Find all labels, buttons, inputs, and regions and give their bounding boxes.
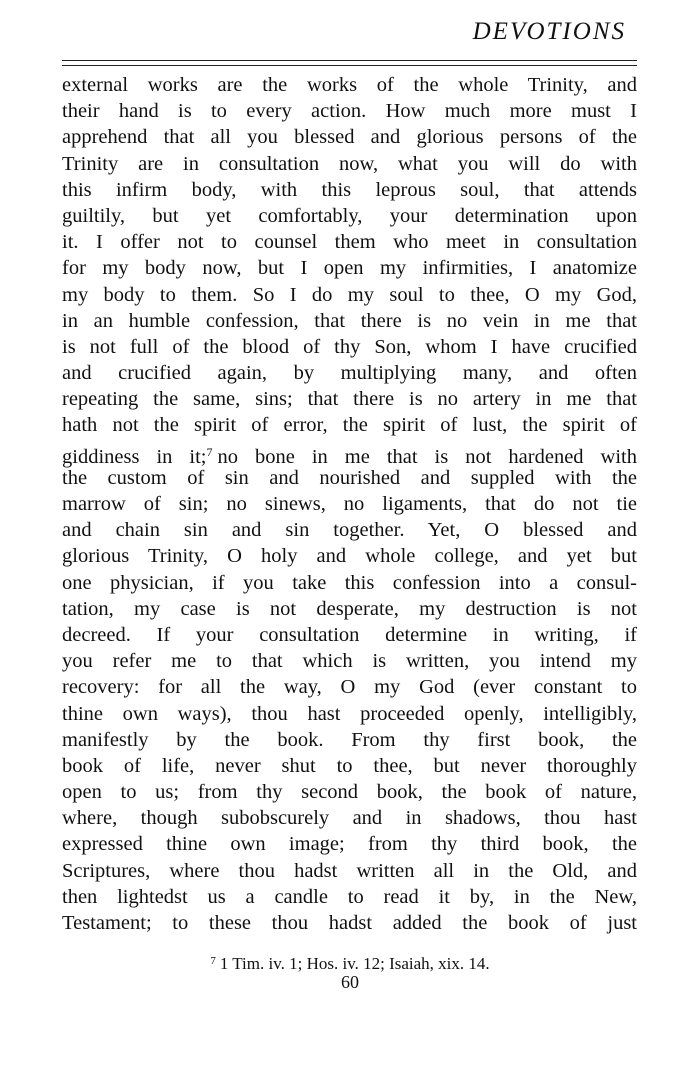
text-line: then lightedst us a candle to read it by, in the New, [62,885,637,908]
text-line: marrow of sin; no sinews, no ligaments, that do not tie [62,493,637,515]
footnote-text: 1 Tim. iv. 1; Hos. iv. 12; Isaiah, xix. 14. [219,954,490,973]
page-number: 60 [341,972,359,992]
text-line: open to us; from thy second book, the book of nature, [62,781,637,804]
text-line: and crucified again, by multiplying many, and often [62,362,637,385]
text-line: for my body now, but I open my infirmities, I anatomize [62,257,637,280]
footnote-reference: 7 [206,444,213,459]
text-segment: giddiness in it; [62,445,207,468]
header-rule-top [62,60,637,61]
text-line: in an humble confession, that there is no vein in me that [62,309,637,332]
text-line: glorious Trinity, O holy and whole college, and yet but [62,545,637,568]
text-line: thine own ways), thou hast proceeded openly, intelligibly, [62,702,637,725]
text-line-with-footnote-ref [62,439,637,468]
text-line: recovery: for all the way, O my God (ever constant to [62,676,637,699]
running-head: DEVOTIONS [472,18,626,45]
text-line: is not full of the blood of thy Son, whom I have crucified [62,335,637,358]
text-line: you refer me to that which is written, you intend my [62,650,637,673]
text-line: apprehend that all you blessed and glorious persons of the [62,126,637,149]
text-line: one physician, if you take this confession into a consul- [62,571,637,594]
text-line: this infirm body, with this leprous soul, that attends [62,178,637,201]
text-line: decreed. If your consultation determine in writing, if [62,623,637,646]
text-line: book of life, never shut to thee, but never thoroughly [62,754,637,777]
text-line: it. I offer not to counsel them who meet in consultation [62,231,637,254]
header-rule-bottom [62,65,637,66]
text-line: the custom of sin and nourished and suppled with the [62,466,637,489]
text-line: and chain sin and sin together. Yet, O blessed and [62,519,637,542]
text-line: my body to them. So I do my soul to thee, O my God, [62,283,637,306]
text-line: guiltily, but yet comfortably, your determination upon [62,204,637,227]
body-text [62,72,637,936]
text-line: expressed thine own image; from thy third book, the [62,833,637,856]
text-line: repeating the same, sins; that there is no artery in me that [62,388,637,411]
text-line: external works are the works of the whole Trinity, and [62,74,637,96]
text-segment: no bone in me that is not hardened with [217,445,637,468]
footnote-marker: 7 [210,955,216,967]
text-line: Testament; to these thou hadst added the book of just [62,912,637,934]
text-line: tation, my case is not desperate, my destruction is not [62,597,637,620]
text-line: hath not the spirit of error, the spirit of lust, the spirit of [62,414,637,437]
text-line: their hand is to every action. How much more must I [62,100,637,123]
text-line: Trinity are in consultation now, what you will do with [62,152,637,175]
text-line: Scriptures, where thou hadst written all in the Old, and [62,859,637,882]
text-line: where, though subobscurely and in shadows, thou hast [62,807,637,830]
text-line: manifestly by the book. From thy first book, the [62,728,637,751]
